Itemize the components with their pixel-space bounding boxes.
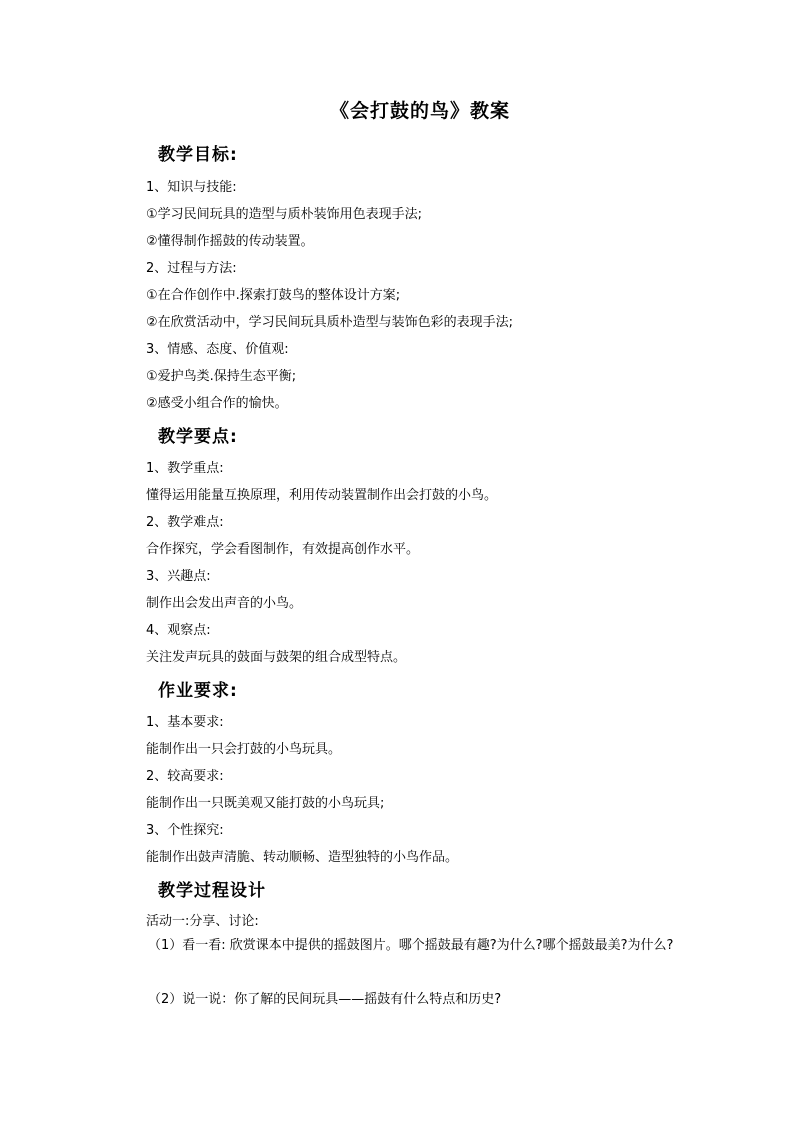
heading-objectives: 教学目标: — [158, 145, 238, 165]
objectives-line: 2、过程与方法: — [146, 261, 237, 276]
key-points-line: 懂得运用能量互换原理，利用传动装置制作出会打鼓的小鸟。 — [146, 488, 498, 503]
key-points-line: 关注发声玩具的鼓面与鼓架的组合成型特点。 — [146, 650, 407, 665]
key-points-line: 3、兴趣点: — [146, 569, 211, 584]
key-points-line: 制作出会发出声音的小鸟。 — [146, 596, 303, 611]
homework-line: 能制作出鼓声清脆、转动顺畅、造型独特的小鸟作品。 — [146, 850, 459, 865]
homework-line: 3、个性探究: — [146, 823, 224, 838]
objectives-line: ①学习民间玩具的造型与质朴装饰用色表现手法; — [146, 207, 423, 222]
objectives-line: ②感受小组合作的愉快。 — [146, 396, 288, 411]
objectives-line: ①在合作创作中.探索打鼓鸟的整体设计方案; — [146, 288, 401, 303]
document-title: 《会打鼓的鸟》教案 — [329, 100, 510, 122]
key-points-line: 合作探究，学会看图制作，有效提高创作水平。 — [146, 542, 420, 557]
key-points-line: 2、教学难点: — [146, 515, 224, 530]
objectives-line: ②在欣赏活动中，学习民间玩具质朴造型与装饰色彩的表现手法; — [146, 315, 514, 330]
process-item: （1）看一看: 欣赏课本中提供的摇鼓图片。哪个摇鼓最有趣?为什么?哪个摇鼓最美?为什么? — [148, 938, 674, 953]
key-points-line: 4、观察点: — [146, 623, 211, 638]
homework-line: 2、较高要求: — [146, 769, 224, 784]
heading-homework: 作业要求: — [158, 681, 238, 701]
homework-line: 能制作出一只会打鼓的小鸟玩具。 — [146, 742, 342, 757]
homework-line: 能制作出一只既美观又能打鼓的小鸟玩具; — [146, 796, 385, 811]
heading-key-points: 教学要点: — [158, 427, 238, 447]
objectives-line: 1、知识与技能: — [146, 180, 237, 195]
process-activity: 活动一:分享、讨论: — [146, 914, 259, 929]
key-points-line: 1、教学重点: — [146, 461, 224, 476]
process-item: （2）说一说：你了解的民间玩具——摇鼓有什么特点和历史? — [148, 992, 502, 1007]
homework-line: 1、基本要求: — [146, 715, 224, 730]
objectives-line: 3、情感、态度、价值观: — [146, 342, 289, 357]
objectives-line: ②懂得制作摇鼓的传动装置。 — [146, 234, 314, 249]
objectives-line: ①爱护鸟类.保持生态平衡; — [146, 369, 297, 384]
heading-process: 教学过程设计 — [158, 881, 266, 901]
